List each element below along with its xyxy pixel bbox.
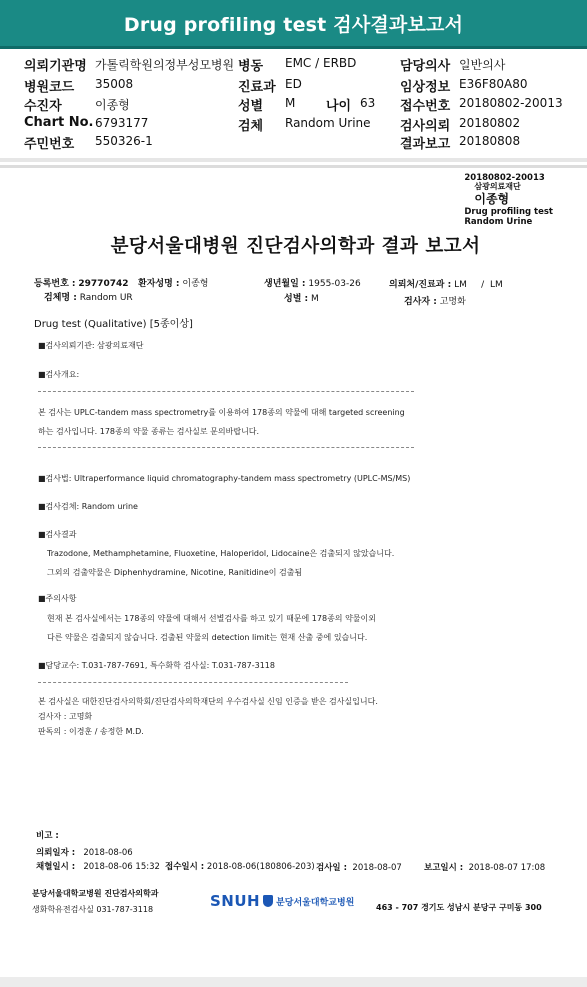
section-note: ■주의사항 [38,594,77,603]
overview-line-2: 하는 검사입니다. 178종의 약물 종류는 검사실로 문의바랍니다. [38,427,260,436]
test-title: Drug test (Qualitative) [5종이상] [34,319,193,330]
section-org: ■검사의뢰기관: 삼광의료재단 [38,341,144,350]
banner-title: Drug profiling test 검사결과보고서 [123,13,464,36]
age-value: 63 [360,96,376,110]
ward-label: 병동 [238,59,264,74]
hospital-address: 463 - 707 경기도 성남시 분당구 구미동 300 [376,903,542,912]
accession-value: 20180802-20013 [459,96,563,110]
lab-label-block [464,174,553,227]
patient-label: 수진자 [24,99,62,114]
hospital-name: 분당서울대학교병원 [276,897,355,908]
ward-value: EMC / ERBD [285,56,357,70]
report-title: 분당서울대병원 진단검사의학과 결과 보고서 [110,236,481,257]
sex-label: 성별 [238,99,264,114]
specimen-value: Random Urine [285,116,371,130]
exam-date: 검사일 : 2018-08-07 [316,863,402,873]
overview-line-1: 본 검사는 UPLC-tandem mass spectrometry를 이용하여 178종의 약물에 대해 targeted screening [38,408,405,417]
hospital-label: 의뢰기관명 [24,59,87,74]
chart-no-value: 6793177 [95,116,149,130]
patient-sex: 성별 : M [284,294,319,304]
result-line-1: Trazodone, Methamphetamine, Fluoxetine, Haloperidol, Lidocaine은 검출되지 않았습니다. [47,549,395,558]
resident-no-label: 주민번호 [24,137,75,152]
tester: 검사자 : 고명화 [404,297,466,307]
referral-dept: 의뢰처/진료과 : LM / LM [389,280,503,290]
snuh-logo [210,892,354,910]
lab-dept: 분당서울대학교병원 진단검사의학과 [32,889,159,898]
header-divider-2 [0,165,587,168]
lab-test: Drug profiling test [464,207,553,218]
clinical-info-label: 임상정보 [400,80,451,95]
specimen-label: 검체 [238,119,264,134]
header-divider [0,158,587,162]
reg-no: 등록번호 : 29770742 [34,279,129,289]
request-date-value: 20180802 [459,116,521,130]
report-date-value: 20180808 [459,134,521,148]
hospital-code-label: 병원코드 [24,80,75,95]
patient-name: 환자성명 : 이종형 [138,279,209,289]
resident-no-value: 550326-1 [95,134,153,148]
certification: 본 검사실은 대한진단검사의학회/진단검사의학재단의 우수검사실 신임 인증을 받은 검사실입니다. [38,697,378,706]
department-label: 진료과 [238,80,276,95]
section-contact: ■담당교수: T.031-787-7691, 특수화학 검사실: T.031-787-3118 [38,661,275,670]
lab-specimen: Random Urine [464,216,533,227]
doctor-value: 일반의사 [459,58,506,72]
dashed-line [38,682,348,683]
dashed-line [38,391,414,392]
collection-time: 채혈일시 : 2018-08-06 15:32 [36,862,160,872]
section-result: ■검사결과 [38,530,77,539]
reader-line: 판독의 : 이경훈 / 송정한 M.D. [38,727,144,736]
dashed-line [38,447,414,448]
note-line-1: 현재 본 검사실에서는 178종의 약물에 대해서 선별검사를 하고 있기 때문에 178종의 약물이외 [47,614,376,623]
patient-value: 이종형 [95,98,130,112]
section-method: ■검사법: Ultraperformance liquid chromatography-tandem mass spectrometry (UPLC-MS/MS) [38,474,411,483]
snuh-emblem-icon [263,895,273,907]
hospital-value: 가톨릭학원의정부성모병원 [95,58,235,72]
hospital-code-value: 35008 [95,77,134,91]
scanned-report [14,172,577,977]
tester-line: 검사자 : 고명화 [38,712,93,721]
report-banner [0,0,587,49]
section-overview: ■검사개요: [38,370,80,379]
request-date: 의뢰일자 : 2018-08-06 [36,848,133,858]
result-line-2: 그외의 검출약물은 Diphenhydramine, Nicotine, Ranitidine이 검출됨 [47,568,303,577]
snuh-logo-text: SNUH [210,892,261,910]
birth-date: 생년월일 : 1955-03-26 [264,279,361,289]
specimen-name: 검체명 : Random UR [44,293,133,303]
lab-phone: 생화학유전검사실 031-787-3118 [32,905,154,914]
clinical-info-value: E36F80A80 [459,77,528,91]
sex-value: M [285,96,296,110]
doctor-label: 담당의사 [400,59,451,74]
accession-label: 접수번호 [400,99,451,114]
section-specimen: ■검사검체: Random urine [38,502,138,511]
report-time: 보고일시 : 2018-08-07 17:08 [424,863,546,873]
bottom-band [0,977,587,987]
lab-patient: 이종형 [474,192,510,207]
request-date-label: 검사의뢰 [400,119,451,134]
receipt-time: 접수일시 : 2018-08-06(180806-203) [165,862,315,872]
note-line-2: 다른 약물은 검출되지 않습니다. 검출된 약물의 detection limit는 현재 산출 중에 있습니다. [47,633,368,642]
lab-accession: 20180802-20013 [464,173,545,183]
report-date-label: 결과보고 [400,137,451,152]
department-value: ED [285,77,302,91]
age-label: 나이 [326,99,352,114]
remarks-label: 비고 : [36,831,59,841]
chart-no-label: Chart No. [24,115,94,130]
lab-institute: 삼광의료재단 [474,182,521,192]
